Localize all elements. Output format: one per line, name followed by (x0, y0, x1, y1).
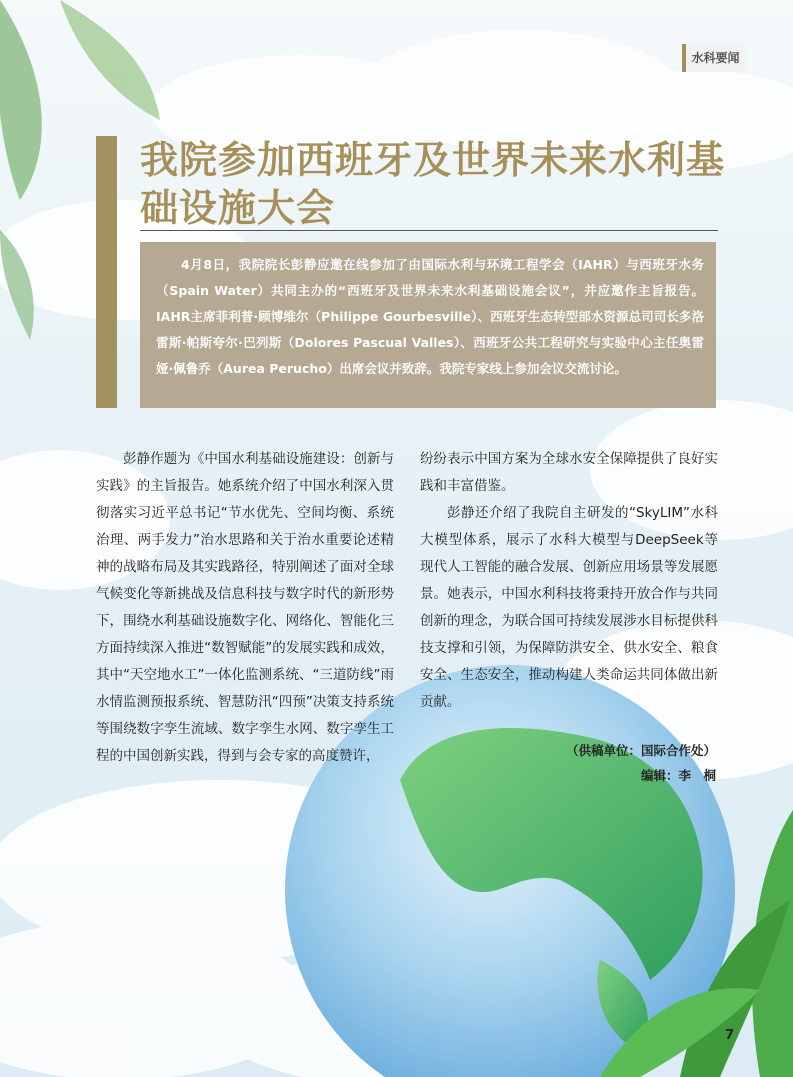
body-paragraph: 彭静作题为《中国水利基础设施建设：创新与实践》的主旨报告。她系统介绍了中国水利深入贯彻落实习近平总书记“节水优先、空间均衡、系统治理、两手发力”治水思路和关于治水重要论述精神的战略布局及其实践路径，特别阐述了面对全球气候变化等新挑战及信息科技与数字时代的新形势下，围绕水利基础设施数字化、网络化、智能化三方面持续深入推进“数智赋能”的发展实践和成效，其中“天空地水工”一体化监测系统、“三道防线”雨水情监测预报系统、智慧防汛“四预”决策支持系统等围绕数字孪生流域、数字孪生水网、数字孪生工程的中国创新实践，得到与会专家的高度赞许， (96, 451, 394, 764)
abstract-text: 4月8日，我院院长彭静应邀在线参加了由国际水利与环境工程学会（IAHR）与西班牙水务（Spain Water）共同主办的“西班牙及世界未来水利基础设施会议”，并应邀作主旨报告。IAHR主席菲利普·顾博维尔（Philippe Gourbesville）、西班牙生态转型部水资源总司司长多洛雷斯·帕斯夸尔·巴列斯（Dolores Pascual Valles）、西班牙公共工程研究与实验中心主任奥雷娅·佩鲁乔（Aurea Perucho）出席会议并致辞。我院专家线上参加会议交流讨论。 (156, 257, 704, 376)
title-divider (140, 230, 718, 231)
body-paragraph: 彭静还介绍了我院自主研发的“SkyLIM”水科大模型体系，展示了水科大模型与DeepSeek等现代人工智能的融合发展、创新应用场景等发展愿景。她表示，中国水利科技将秉持开放合作与共同创新的理念，为联合国可持续发展涉水目标提供科技支撑和引领，为保障防洪安全、供水安全、粮食安全、生态安全，推动构建人类命运共同体做出新贡献。 (420, 505, 718, 710)
title-accent-bar (96, 136, 117, 408)
article-title: 我院参加西班牙及世界未来水利基础设施大会 (140, 137, 726, 230)
abstract-box (140, 242, 716, 408)
credit-editor: 编辑：李 桐 (640, 768, 716, 783)
section-tag: 水科要闻 (682, 44, 745, 72)
credit-source: （供稿单位：国际合作处） (565, 743, 716, 758)
body-column-right (420, 446, 718, 788)
body-column-left (96, 446, 394, 770)
article-credit (420, 738, 718, 788)
body-paragraph-continued: 纷纷表示中国方案为全球水安全保障提供了良好实践和丰富借鉴。 (420, 451, 718, 494)
page-number: 7 (725, 1028, 735, 1043)
